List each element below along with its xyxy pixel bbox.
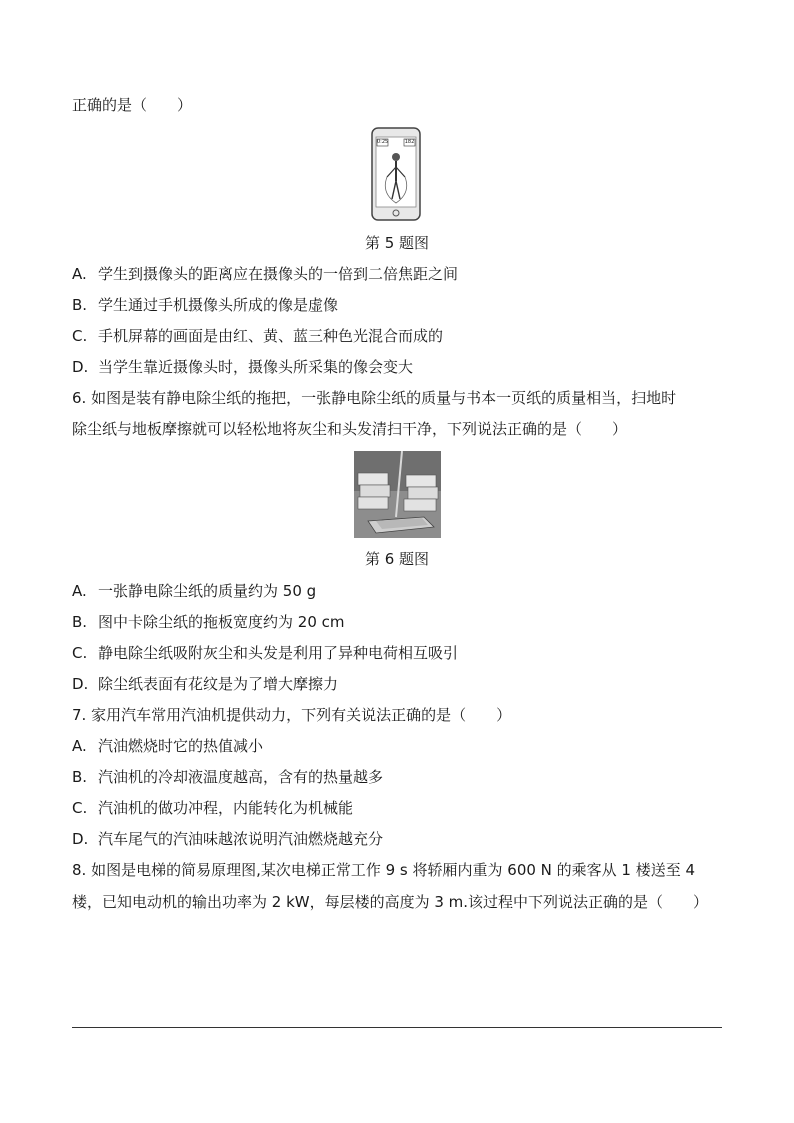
- option-letter: C.: [72, 644, 88, 662]
- option-text: 学生通过手机摄像头所成的像是虚像: [98, 296, 339, 314]
- q6-option-d: [72, 674, 338, 694]
- option-text: 当学生靠近摄像头时，摄像头所采集的像会变大: [98, 358, 414, 376]
- q7-option-d: [72, 829, 383, 849]
- option-letter: A.: [72, 737, 87, 755]
- jump-count-readout: 182: [404, 139, 415, 145]
- option-letter: C.: [72, 799, 88, 817]
- q7-option-a: [72, 736, 263, 756]
- q6-option-a: [72, 581, 316, 601]
- question-8-stem-line-2: 楼，已知电动机的输出功率为 2 kW，每层楼的高度为 3 m.该过程中下列说法正确的是（ ）: [72, 893, 709, 911]
- q6-option-b: [72, 612, 344, 632]
- option-letter: D.: [72, 830, 89, 848]
- option-letter: D.: [72, 358, 89, 376]
- figure-6-mop-photo: [354, 451, 441, 538]
- option-text: 静电除尘纸吸附灰尘和头发是利用了异种电荷相互吸引: [98, 644, 459, 662]
- q5-option-b: [72, 295, 338, 315]
- option-letter: A.: [72, 582, 87, 600]
- option-letter: B.: [72, 613, 88, 631]
- option-letter: A.: [72, 265, 87, 283]
- q7-option-c: [72, 798, 353, 818]
- question-8-stem-line-1: 8. 如图是电梯的简易原理图,某次电梯正常工作 9 s 将轿厢内重为 600 N 的乘客从 1 楼送至 4: [72, 861, 696, 879]
- option-text: 图中卡除尘纸的拖板宽度约为 20 cm: [98, 613, 345, 631]
- footer-divider: [72, 1027, 722, 1028]
- figure-6-caption: 第 6 题图: [364, 550, 430, 568]
- q5-option-a: [72, 264, 458, 284]
- figure-5-phone-image: [371, 127, 421, 221]
- option-letter: D.: [72, 675, 89, 693]
- question-7-stem: 7. 家用汽车常用汽油机提供动力，下列有关说法正确的是（ ）: [72, 706, 512, 724]
- option-letter: C.: [72, 327, 88, 345]
- option-text: 学生到摄像头的距离应在摄像头的一倍到二倍焦距之间: [98, 265, 459, 283]
- q5-option-c: [72, 326, 443, 346]
- option-text: 汽油燃烧时它的热值减小: [98, 737, 264, 755]
- option-text: 一张静电除尘纸的质量约为 50 g: [98, 582, 317, 600]
- option-letter: B.: [72, 768, 88, 786]
- option-text: 汽油机的冷却液温度越高，含有的热量越多: [98, 768, 384, 786]
- figure-5-caption: 第 5 题图: [364, 234, 430, 252]
- question-6-stem-line-1: 6. 如图是装有静电除尘纸的拖把，一张静电除尘纸的质量与书本一页纸的质量相当，扫地时: [72, 389, 677, 407]
- option-text: 手机屏幕的画面是由红、黄、蓝三种色光混合而成的: [98, 327, 444, 345]
- question-5-tail: 正确的是（ ）: [72, 96, 193, 114]
- option-text: 除尘纸表面有花纹是为了增大摩擦力: [98, 675, 339, 693]
- option-letter: B.: [72, 296, 88, 314]
- q6-option-c: [72, 643, 458, 663]
- q7-option-b: [72, 767, 383, 787]
- question-6-stem-line-2: 除尘纸与地板摩擦就可以轻松地将灰尘和头发清扫干净，下列说法正确的是（ ）: [72, 420, 628, 438]
- timer-readout: 0:25: [377, 139, 389, 145]
- q5-option-d: [72, 357, 413, 377]
- option-text: 汽油机的做功冲程，内能转化为机械能: [98, 799, 354, 817]
- option-text: 汽车尾气的汽油味越浓说明汽油燃烧越充分: [98, 830, 384, 848]
